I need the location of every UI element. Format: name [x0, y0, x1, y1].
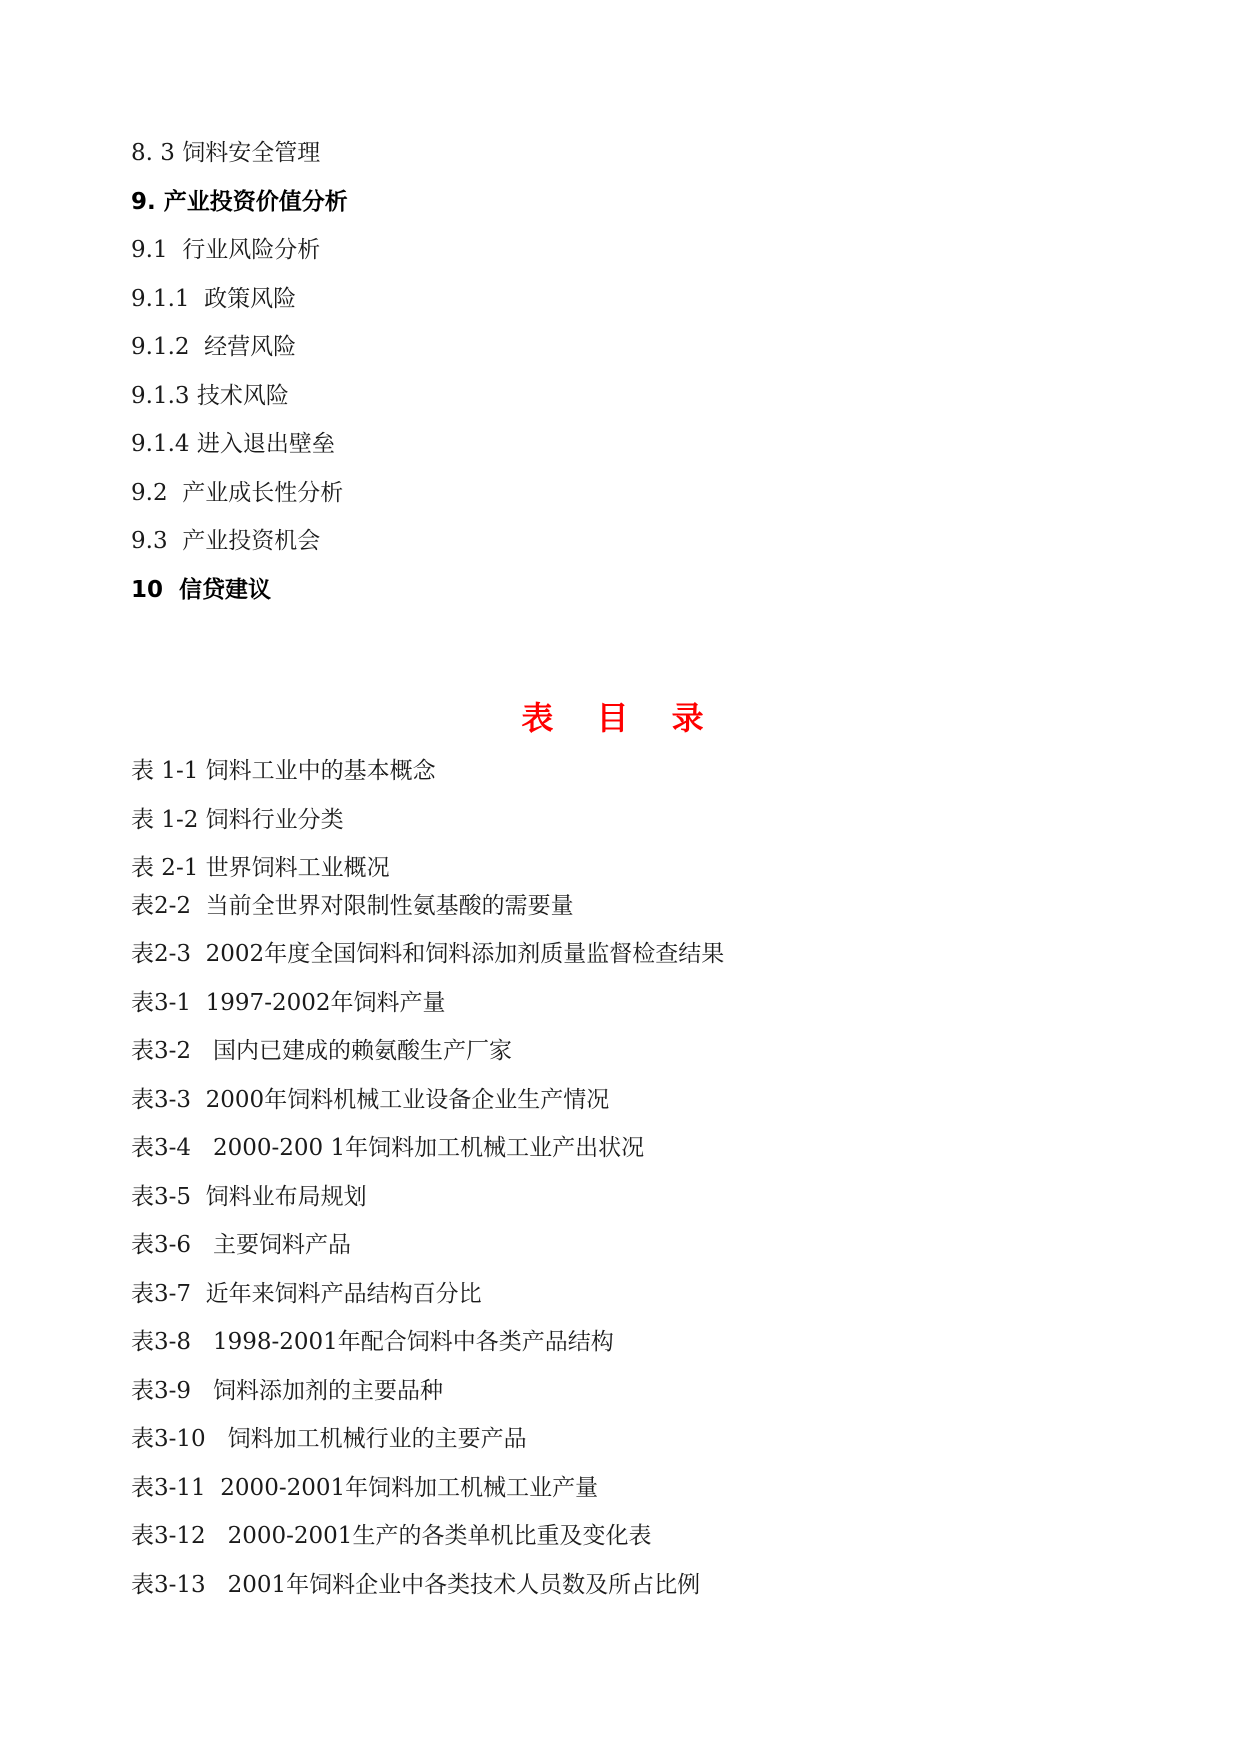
- table-list-item: 表 1-2 饲料行业分类: [131, 807, 344, 833]
- table-list-item: 表3-1 1997-2002年饲料产量: [131, 990, 446, 1016]
- toc-item-9-3: 9.3 产业投资机会: [131, 528, 321, 554]
- toc-item-9-1-2: 9.1.2 经营风险: [131, 334, 297, 360]
- table-list-item: 表3-3 2000年饲料机械工业设备企业生产情况: [131, 1087, 610, 1113]
- table-list-item: 表3-8 1998-2001年配合饲料中各类产品结构: [131, 1329, 614, 1355]
- toc-item-9-1-4: 9.1.4 进入退出壁垒: [131, 431, 335, 457]
- table-list-item: 表3-5 饲料业布局规划: [131, 1184, 367, 1210]
- toc-item-9-1-3: 9.1.3 技术风险: [131, 383, 289, 409]
- table-list-item: 表 2-1 世界饲料工业概况: [131, 855, 390, 881]
- table-list-item: 表2-2 当前全世界对限制性氨基酸的需要量: [131, 893, 574, 919]
- table-list-item: 表3-7 近年来饲料产品结构百分比: [131, 1281, 482, 1307]
- table-list-item: 表3-10 饲料加工机械行业的主要产品: [131, 1426, 527, 1452]
- toc-item-9-1-1: 9.1.1 政策风险: [131, 286, 297, 312]
- table-list-item: 表 1-1 饲料工业中的基本概念: [131, 758, 436, 784]
- table-list-item: 表3-2 国内已建成的赖氨酸生产厂家: [131, 1038, 512, 1064]
- table-list-item: 表3-6 主要饲料产品: [131, 1232, 351, 1258]
- table-list-item: 表3-9 饲料添加剂的主要品种: [131, 1378, 443, 1404]
- tables-heading: 表 目 录: [521, 699, 720, 737]
- table-list-item: 表3-11 2000-2001年饲料加工机械工业产量: [131, 1475, 599, 1501]
- toc-item-10: 10 信贷建议: [131, 577, 272, 603]
- toc-item-9: 9. 产业投资价值分析: [131, 189, 348, 215]
- table-list-item: 表3-4 2000-200 1年饲料加工机械工业产出状况: [131, 1135, 645, 1161]
- toc-item-9-1: 9.1 行业风险分析: [131, 237, 321, 263]
- table-list-item: 表2-3 2002年度全国饲料和饲料添加剂质量监督检查结果: [131, 941, 725, 967]
- toc-item-8-3: 8. 3 饲料安全管理: [131, 140, 321, 166]
- toc-item-9-2: 9.2 产业成长性分析: [131, 480, 344, 506]
- table-list-item: 表3-12 2000-2001生产的各类单机比重及变化表: [131, 1523, 652, 1549]
- table-list-item: 表3-13 2001年饲料企业中各类技术人员数及所占比例: [131, 1572, 701, 1598]
